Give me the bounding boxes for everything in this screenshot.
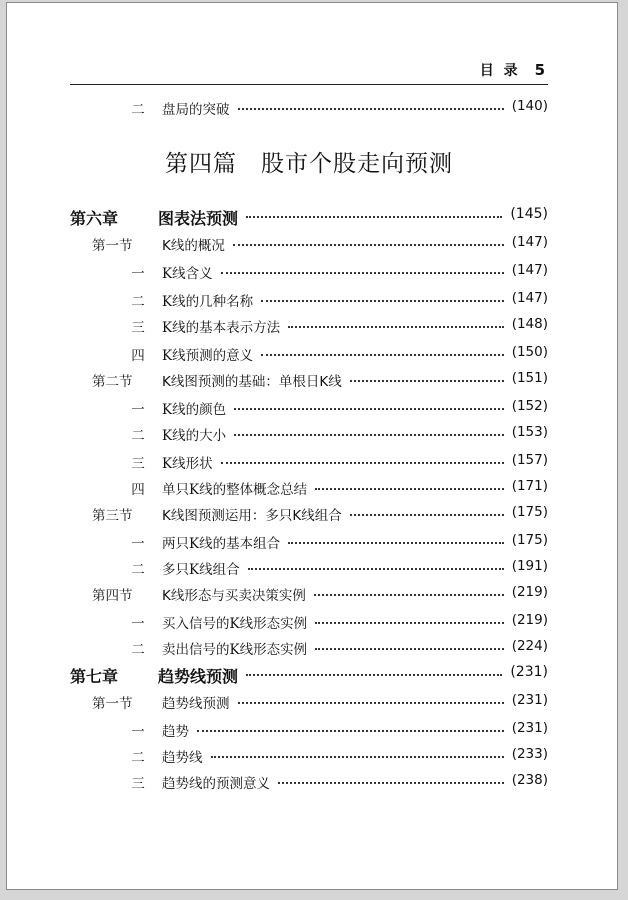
entry-title: 趋势线预测 [158, 667, 239, 686]
entry-number: 第七章 [70, 667, 119, 686]
leader-dots [288, 326, 504, 328]
leader-dots [233, 244, 504, 246]
entry-page-number: (231) [511, 720, 548, 736]
entry-number: 一 [131, 616, 145, 632]
entry-number: 第一节 [92, 238, 133, 254]
entry-number: 一 [131, 724, 145, 740]
entry-page-number: (231) [511, 692, 548, 708]
entry-number: 第一节 [92, 696, 133, 712]
entry-title: K线图预测的基础：单根日K线 [162, 374, 342, 390]
leader-dots [315, 622, 504, 624]
toc-entry-item[interactable] [70, 746, 548, 766]
entry-number: 四 [131, 482, 145, 498]
toc-entry-item[interactable] [70, 720, 548, 740]
toc-entry-item[interactable] [70, 452, 548, 472]
entry-title: K线图预测运用：多只K线组合 [162, 508, 342, 524]
toc-entry-item[interactable] [70, 398, 548, 418]
toc-entry-item[interactable] [70, 262, 548, 282]
entry-number: 二 [131, 642, 145, 658]
entry-number: 二 [131, 294, 145, 310]
toc-entry-section[interactable] [70, 504, 548, 524]
leader-dots [261, 300, 504, 302]
entry-number: 二 [131, 562, 145, 578]
entry-page-number: (147) [511, 290, 548, 306]
toc-entry-section[interactable] [70, 234, 548, 254]
toc-entry-item[interactable] [70, 344, 548, 364]
entry-title: 趋势线预测 [162, 696, 230, 712]
leader-dots [238, 108, 504, 110]
entry-title: K线的几种名称 [162, 294, 254, 310]
entry-number: 二 [131, 750, 145, 766]
entry-title: 买入信号的K线形态实例 [162, 616, 308, 632]
entry-title: 盘局的突破 [162, 102, 230, 118]
entry-page-number: (171) [511, 478, 548, 494]
toc-entry-item[interactable] [70, 558, 548, 578]
entry-number: 第四节 [92, 588, 133, 604]
entry-title: 趋势 [162, 724, 189, 740]
entry-page-number: (140) [511, 98, 548, 114]
entry-number: 二 [131, 428, 145, 444]
leader-dots [315, 488, 504, 490]
entry-page-number: (147) [511, 234, 548, 250]
entry-page-number: (157) [511, 452, 548, 468]
entry-number: 一 [131, 536, 145, 552]
toc-entry-item[interactable] [70, 532, 548, 552]
toc-entry-section[interactable] [70, 370, 548, 390]
entry-page-number: (238) [511, 772, 548, 788]
entry-page-number: (147) [511, 262, 548, 278]
entry-page-number: (151) [511, 370, 548, 386]
toc-entry-item[interactable] [70, 316, 548, 336]
part-title: 第四篇 股市个股走向预测 [165, 151, 453, 177]
toc-entry-item[interactable] [70, 290, 548, 310]
leader-dots [246, 674, 502, 676]
leader-dots [221, 272, 504, 274]
entry-title: K线的基本表示方法 [162, 320, 281, 336]
leader-dots [261, 354, 504, 356]
entry-title: 单只K线的整体概念总结 [162, 482, 308, 498]
leader-dots [234, 408, 504, 410]
leader-dots [221, 462, 504, 464]
entry-page-number: (219) [511, 584, 548, 600]
entry-title: K线的颜色 [162, 402, 227, 418]
entry-title: K线的概况 [162, 238, 225, 254]
entry-number: 三 [131, 776, 145, 792]
entry-number: 一 [131, 402, 145, 418]
entry-number: 第二节 [92, 374, 133, 390]
entry-title: 图表法预测 [158, 209, 239, 228]
leader-dots [350, 380, 504, 382]
entry-page-number: (150) [511, 344, 548, 360]
entry-page-number: (233) [511, 746, 548, 762]
leader-dots [278, 782, 504, 784]
leader-dots [197, 730, 504, 732]
entry-page-number: (219) [511, 612, 548, 628]
entry-title: K线形态与买卖决策实例 [162, 588, 306, 604]
entry-page-number: (152) [511, 398, 548, 414]
entry-number: 二 [131, 102, 145, 118]
entry-title: 多只K线组合 [162, 562, 240, 578]
toc-entry-section[interactable] [70, 692, 548, 712]
toc-entry-item[interactable] [70, 98, 548, 118]
entry-page-number: (191) [511, 558, 548, 574]
entry-page-number: (148) [511, 316, 548, 332]
leader-dots [238, 702, 504, 704]
leader-dots [234, 434, 504, 436]
entry-number: 三 [131, 320, 145, 336]
header-label: 目录 [479, 63, 528, 79]
entry-title: K线的大小 [162, 428, 227, 444]
leader-dots [246, 216, 502, 218]
entry-title: K线预测的意义 [162, 348, 254, 364]
toc-entry-item[interactable] [70, 478, 548, 498]
entry-number: 三 [131, 456, 145, 472]
header-rule [70, 84, 548, 85]
leader-dots [314, 594, 504, 596]
entry-page-number: (153) [511, 424, 548, 440]
toc-entry-section[interactable] [70, 584, 548, 604]
leader-dots [248, 568, 504, 570]
entry-page-number: (231) [510, 664, 548, 680]
entry-title: 两只K线的基本组合 [162, 536, 281, 552]
leader-dots [350, 514, 504, 516]
toc-entry-chapter[interactable] [70, 664, 548, 684]
entry-number: 第六章 [70, 209, 119, 228]
entry-number: 一 [131, 266, 145, 282]
entry-title: 卖出信号的K线形态实例 [162, 642, 308, 658]
entry-title: 趋势线的预测意义 [162, 776, 270, 792]
entry-page-number: (145) [510, 206, 548, 222]
toc-entry-item[interactable] [70, 772, 548, 792]
toc-entry-chapter[interactable] [70, 206, 548, 226]
toc-entry-item[interactable] [70, 612, 548, 632]
entry-page-number: (224) [511, 638, 548, 654]
running-header [70, 60, 545, 80]
entry-number: 四 [131, 348, 145, 364]
leader-dots [211, 756, 504, 758]
leader-dots [315, 648, 504, 650]
header-page-number: 5 [534, 61, 545, 79]
leader-dots [288, 542, 504, 544]
entry-title: K线含义 [162, 266, 213, 282]
entry-title: 趋势线 [162, 750, 203, 766]
entry-page-number: (175) [511, 532, 548, 548]
entry-number: 第三节 [92, 508, 133, 524]
toc-entry-item[interactable] [70, 424, 548, 444]
toc-entry-item[interactable] [70, 638, 548, 658]
entry-page-number: (175) [511, 504, 548, 520]
entry-title: K线形状 [162, 456, 213, 472]
